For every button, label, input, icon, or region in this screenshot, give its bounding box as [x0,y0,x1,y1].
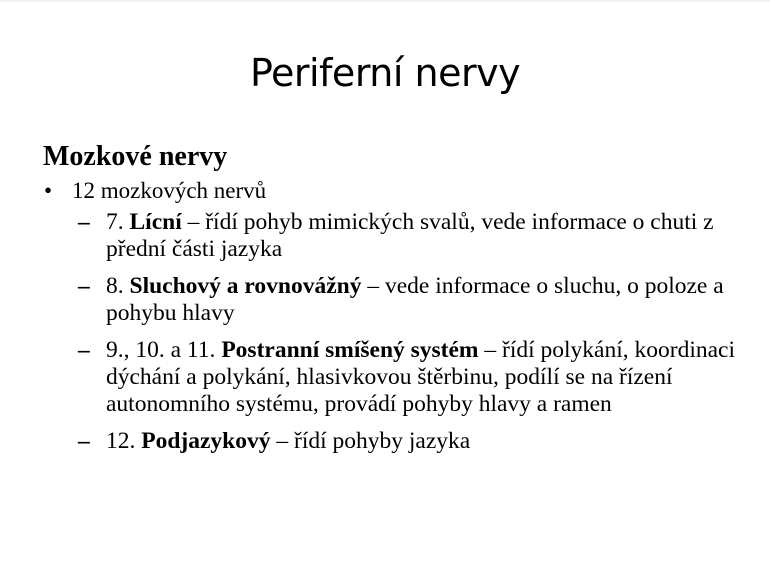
slide-title: Periferní nervy [249,51,521,95]
top-divider [0,0,770,2]
dash-icon: – [78,337,90,363]
item-description: – řídí pohyby jazyka [270,428,471,454]
list-item-facial-nerve [78,209,743,263]
bullet-icon: • [44,178,53,203]
item-name: Postranní smíšený systém [221,337,479,363]
dash-icon: – [78,428,90,454]
item-name: Podjazykový [141,428,271,454]
list-item-vestibulocochlear-nerve [78,273,743,327]
item-name: Sluchový a rovnovážný [129,273,362,299]
item-description: – řídí pohyb mimických svalů, vede informace o chuti z přední části jazyka [106,209,714,262]
item-number: 7. [106,209,130,235]
item-number: 9., 10. a 11. [106,337,222,363]
list-item-mixed-system [78,337,743,418]
dash-icon: – [78,209,90,235]
section-heading: Mozkové nervy [43,141,228,172]
dash-icon: – [78,273,90,299]
item-number: 8. [106,273,130,299]
item-description: – řídí polykání, koordinaci dýchání a polykání, hlasivkovou štěrbinu, podílí se na řízení autonomního systému, provádí pohyby hlavy a ramen [106,337,736,417]
item-description: – vede informace o sluchu, o poloze a pohybu hlavy [106,273,724,326]
slide-content [43,140,743,465]
bullet-item [43,176,743,205]
item-number: 12. [106,428,142,454]
item-name: Lícní [129,209,182,235]
bullet-text: 12 mozkových nervů [72,178,267,203]
list-item-hypoglossal-nerve [78,428,743,455]
